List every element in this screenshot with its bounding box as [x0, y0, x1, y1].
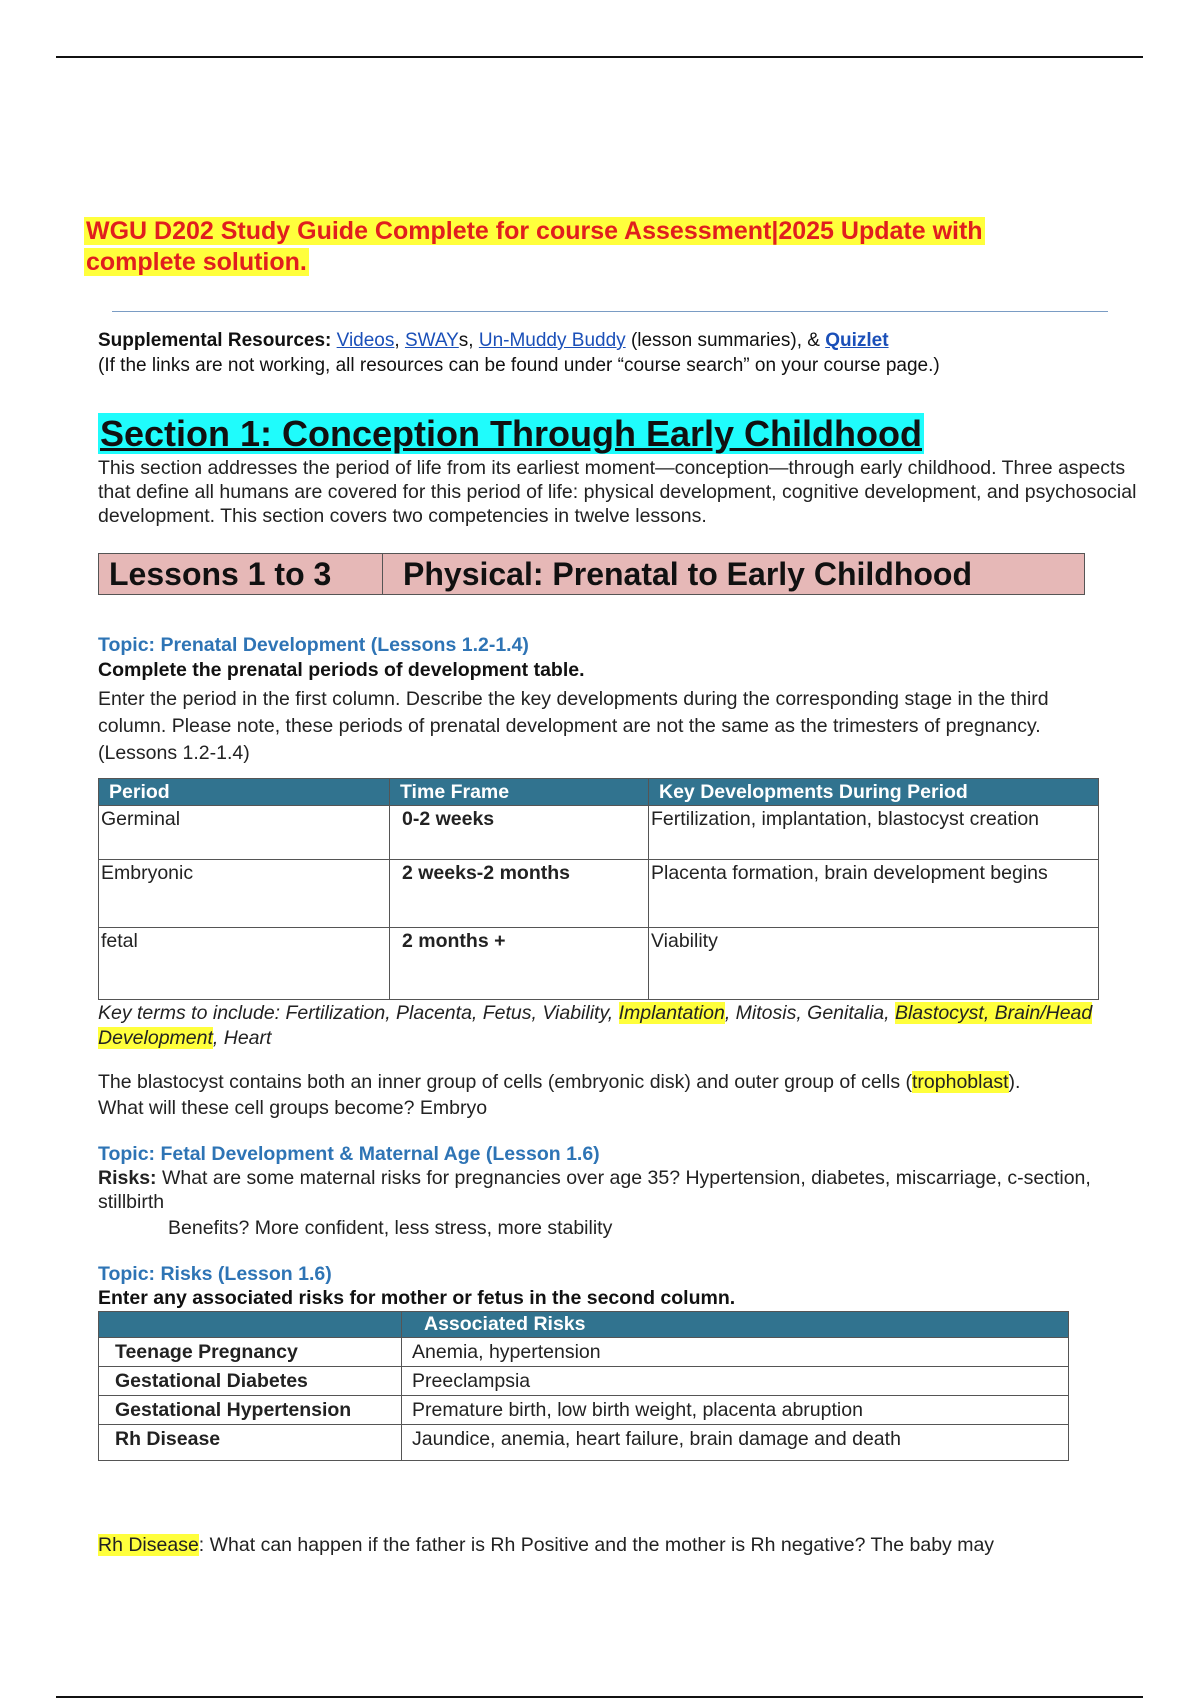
- highlight-implantation: Implantation: [618, 1002, 725, 1024]
- key-terms-text: Key terms to include: Fertilization, Placenta, Fetus, Viability,: [98, 1002, 619, 1024]
- sway-suffix: s,: [458, 330, 474, 351]
- top-rule: [56, 56, 1143, 58]
- document-title: [84, 216, 1074, 278]
- table-row: [99, 928, 1099, 1000]
- table-header-row: [99, 779, 1099, 806]
- risks-label: Risks:: [98, 1167, 157, 1189]
- blastocyst-paragraph: [98, 1069, 1158, 1121]
- time-frame-cell: 2 months +: [390, 928, 649, 1000]
- rh-disease-question: [98, 1534, 994, 1557]
- blastocyst-question: What will these cell groups become? Embryo: [98, 1097, 488, 1119]
- title-divider: [112, 311, 1108, 312]
- blastocyst-text: The blastocyst contains both an inner group of cells (embryonic disk) and outer group of cells (: [98, 1071, 913, 1093]
- quizlet-link[interactable]: Quizlet: [825, 330, 889, 351]
- maternal-risks-paragraph: [98, 1166, 1138, 1214]
- section-description: This section addresses the period of life from its earliest moment—conception—through early childhood. Three aspects that define all humans are covered for this period of life: physical development, cognitive development, and psychosocial development. This section covers two competencies in twelve lessons.: [98, 457, 1137, 527]
- supplemental-resources: [98, 328, 1128, 378]
- links-note: (If the links are not working, all resources can be found under “course search” on your course page.): [98, 355, 940, 376]
- section-heading: [98, 413, 924, 455]
- lesson-topic: Physical: Prenatal to Early Childhood: [403, 556, 973, 592]
- risks-text: What are some maternal risks for pregnancies over age 35? Hypertension, diabetes, miscarriage, c-section, stillbirth: [98, 1167, 1091, 1213]
- table-row: [99, 1396, 1069, 1425]
- period-cell: Germinal: [99, 806, 390, 860]
- supplemental-label: Supplemental Resources:: [98, 330, 332, 351]
- key-terms-text: , Heart: [212, 1027, 272, 1049]
- table-row: [99, 1425, 1069, 1461]
- highlight-rh-disease: Rh Disease: [98, 1534, 199, 1556]
- key-developments-cell: Fertilization, implantation, blastocyst creation: [649, 806, 1099, 860]
- table-row: [99, 1338, 1069, 1367]
- header-period: Period: [99, 779, 390, 806]
- topic-fetal-development: Topic: Fetal Development & Maternal Age (Lesson 1.6): [98, 1143, 600, 1165]
- topic-prenatal-development: Topic: Prenatal Development (Lessons 1.2-1.4): [98, 634, 529, 656]
- key-terms-text: , Mitosis, Genitalia,: [724, 1002, 895, 1024]
- time-frame-cell: 0-2 weeks: [390, 806, 649, 860]
- lesson-bar: [98, 553, 1085, 595]
- title-line-1: WGU D202 Study Guide Complete for course Assessment|2025 Update with: [86, 217, 983, 245]
- highlight-trophoblast: trophoblast: [912, 1071, 1009, 1093]
- header-associated-risks: Associated Risks: [402, 1312, 1069, 1338]
- condition-cell: Rh Disease: [99, 1425, 402, 1461]
- lesson-range: Lessons 1 to 3: [99, 554, 383, 594]
- risks-instruction: Enter any associated risks for mother or fetus in the second column.: [98, 1287, 736, 1309]
- lesson-summaries-text: (lesson summaries), &: [630, 330, 820, 351]
- un-muddy-buddy-link[interactable]: Un-Muddy Buddy: [478, 330, 626, 351]
- key-terms: [98, 1001, 1138, 1051]
- comma: ,: [394, 330, 400, 351]
- condition-cell: Teenage Pregnancy: [99, 1338, 402, 1367]
- highlight-blastocyst: Blastocyst, Brain/Head Development: [98, 1002, 1093, 1049]
- condition-cell: Gestational Hypertension: [99, 1396, 402, 1425]
- period-cell: Embryonic: [99, 860, 390, 928]
- key-developments-cell: Viability: [649, 928, 1099, 1000]
- period-cell: fetal: [99, 928, 390, 1000]
- topic-risks: Topic: Risks (Lesson 1.6): [98, 1263, 332, 1285]
- bottom-rule: [56, 1696, 1143, 1698]
- blastocyst-text: ).: [1008, 1071, 1021, 1093]
- table-row: [99, 1367, 1069, 1396]
- risk-cell: Anemia, hypertension: [402, 1338, 1069, 1367]
- header-key-developments: Key Developments During Period: [649, 779, 1099, 806]
- title-line-2: complete solution.: [86, 248, 307, 276]
- risk-cell: Preeclampsia: [402, 1367, 1069, 1396]
- prenatal-body: Enter the period in the first column. Describe the key developments during the corresponding stage in the third column. Please note, these periods of prenatal development are not the same as the trimesters of pregnancy. (Lessons 1.2-1.4): [98, 688, 1049, 764]
- table-header-row: [99, 1312, 1069, 1338]
- videos-link[interactable]: Videos: [336, 330, 395, 351]
- key-developments-cell: Placenta formation, brain development begins: [649, 860, 1099, 928]
- risk-cell: Jaundice, anemia, heart failure, brain damage and death: [402, 1425, 1069, 1461]
- prenatal-periods-table: [98, 778, 1099, 1000]
- table-row: [99, 806, 1099, 860]
- table-row: [99, 860, 1099, 928]
- section-heading-text: Section 1: Conception Through Early Childhood: [100, 413, 922, 454]
- risk-cell: Premature birth, low birth weight, placenta abruption: [402, 1396, 1069, 1425]
- time-frame-cell: 2 weeks-2 months: [390, 860, 649, 928]
- header-blank: [99, 1312, 402, 1338]
- condition-cell: Gestational Diabetes: [99, 1367, 402, 1396]
- header-time-frame: Time Frame: [390, 779, 649, 806]
- sway-link[interactable]: SWAY: [404, 330, 459, 351]
- rh-question-text: : What can happen if the father is Rh Positive and the mother is Rh negative? The baby may: [198, 1534, 995, 1556]
- benefits-line: Benefits? More confident, less stress, more stability: [168, 1217, 613, 1239]
- associated-risks-table: [98, 1311, 1069, 1461]
- prenatal-instruction: Complete the prenatal periods of development table.: [98, 659, 585, 681]
